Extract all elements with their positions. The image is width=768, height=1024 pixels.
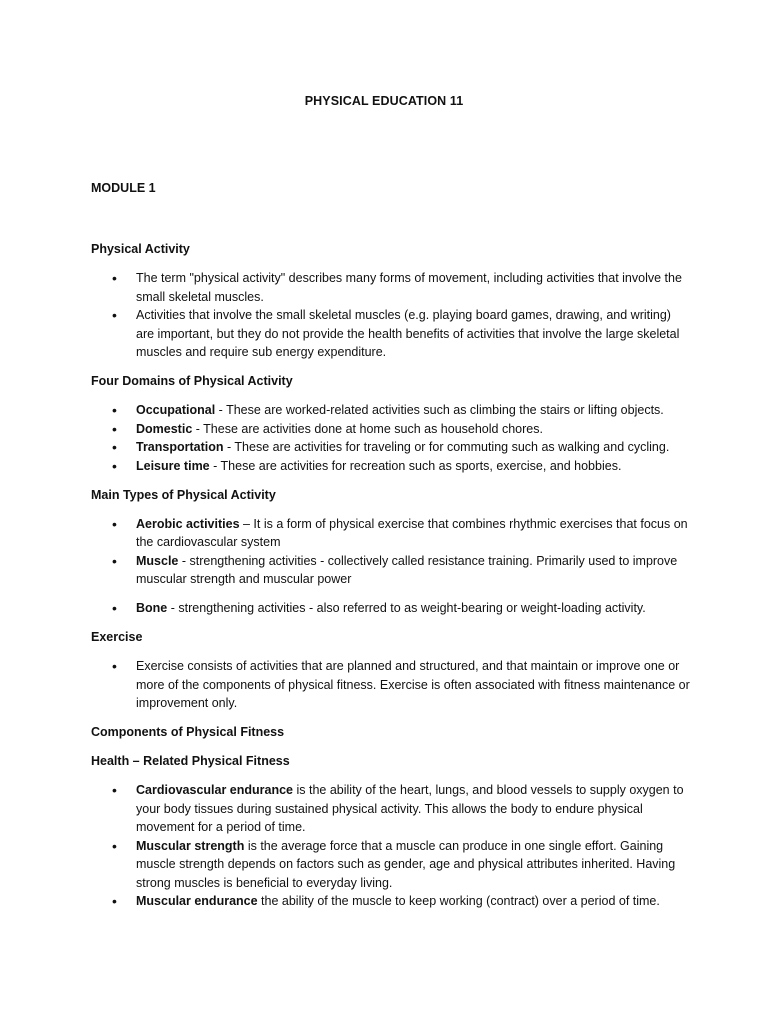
types-heading: Main Types of Physical Activity	[91, 487, 276, 502]
term: Muscle	[136, 553, 179, 568]
types-list	[91, 515, 691, 618]
list-item: • Cardiovascular endurance is the ability of the heart, lungs, and blood vessels to supply oxygen to your body tissues during sustained physical activity. This allows the body to endure physical movement for a period of time.	[91, 781, 691, 837]
term: Muscular endurance	[136, 894, 258, 908]
list-item: • Transportation - These are activities for traveling or for commuting such as walking and cycling.	[91, 438, 691, 457]
term: Bone	[136, 601, 168, 615]
list-item: • Aerobic activities – It is a form of physical exercise that combines rhythmic exercises that focus on the cardiovascular system	[91, 515, 691, 552]
exercise-list	[91, 657, 691, 713]
components-heading: Components of Physical Fitness	[91, 725, 285, 739]
term: Occupational	[136, 403, 216, 417]
term: Aerobic activities	[136, 516, 240, 531]
list-item: • Muscle - strengthening activities - collectively called resistance training. Primarily used to improve muscular strength and muscular power	[91, 552, 691, 589]
list-item: • Activities that involve the small skeletal muscles (e.g. playing board games, drawing, and writing) are important, but they do not provide the health benefits of activities that involve the large skeletal muscles and require sub energy expenditure.	[91, 306, 691, 362]
list-item: • Muscular strength is the average force that a muscle can produce in one single effort. Gaining muscle strength depends on factors such as gender, age and physical attributes inherited. Having strong muscles is beneficial to everyday living.	[91, 837, 691, 893]
list-item: • Domestic - These are activities done at home such as household chores.	[91, 420, 691, 439]
list-item: • The term "physical activity" describes many forms of movement, including activities that involve the small skeletal muscles.	[91, 269, 691, 306]
physical-activity-list	[91, 269, 691, 362]
term: Muscular strength	[136, 838, 245, 853]
exercise-heading: Exercise	[91, 630, 143, 644]
list-item: • Bone - strengthening activities - also referred to as weight-bearing or weight-loading activity.	[91, 599, 691, 618]
list-item: • Leisure time - These are activities for recreation such as sports, exercise, and hobbies.	[91, 457, 691, 476]
document-body	[91, 240, 691, 921]
module-heading: MODULE 1	[91, 181, 156, 195]
domains-list	[91, 401, 691, 475]
term: Transportation	[136, 440, 224, 454]
list-item: • Muscular endurance the ability of the muscle to keep working (contract) over a period of time.	[91, 892, 691, 911]
page-title: PHYSICAL EDUCATION 11	[304, 94, 464, 108]
term: Domestic	[136, 421, 193, 436]
term: Leisure time	[136, 458, 210, 473]
list-item: • Occupational - These are worked-related activities such as climbing the stairs or lifting objects.	[91, 401, 691, 420]
health-related-heading: Health – Related Physical Fitness	[91, 754, 290, 768]
health-related-list	[91, 781, 691, 911]
list-item: • Exercise consists of activities that are planned and structured, and that maintain or improve one or more of the components of physical fitness. Exercise is often associated with fitness maintenance or improvement only.	[91, 657, 691, 713]
term: Cardiovascular endurance	[136, 783, 294, 797]
domains-heading: Four Domains of Physical Activity	[91, 374, 293, 388]
physical-activity-heading: Physical Activity	[91, 242, 190, 256]
